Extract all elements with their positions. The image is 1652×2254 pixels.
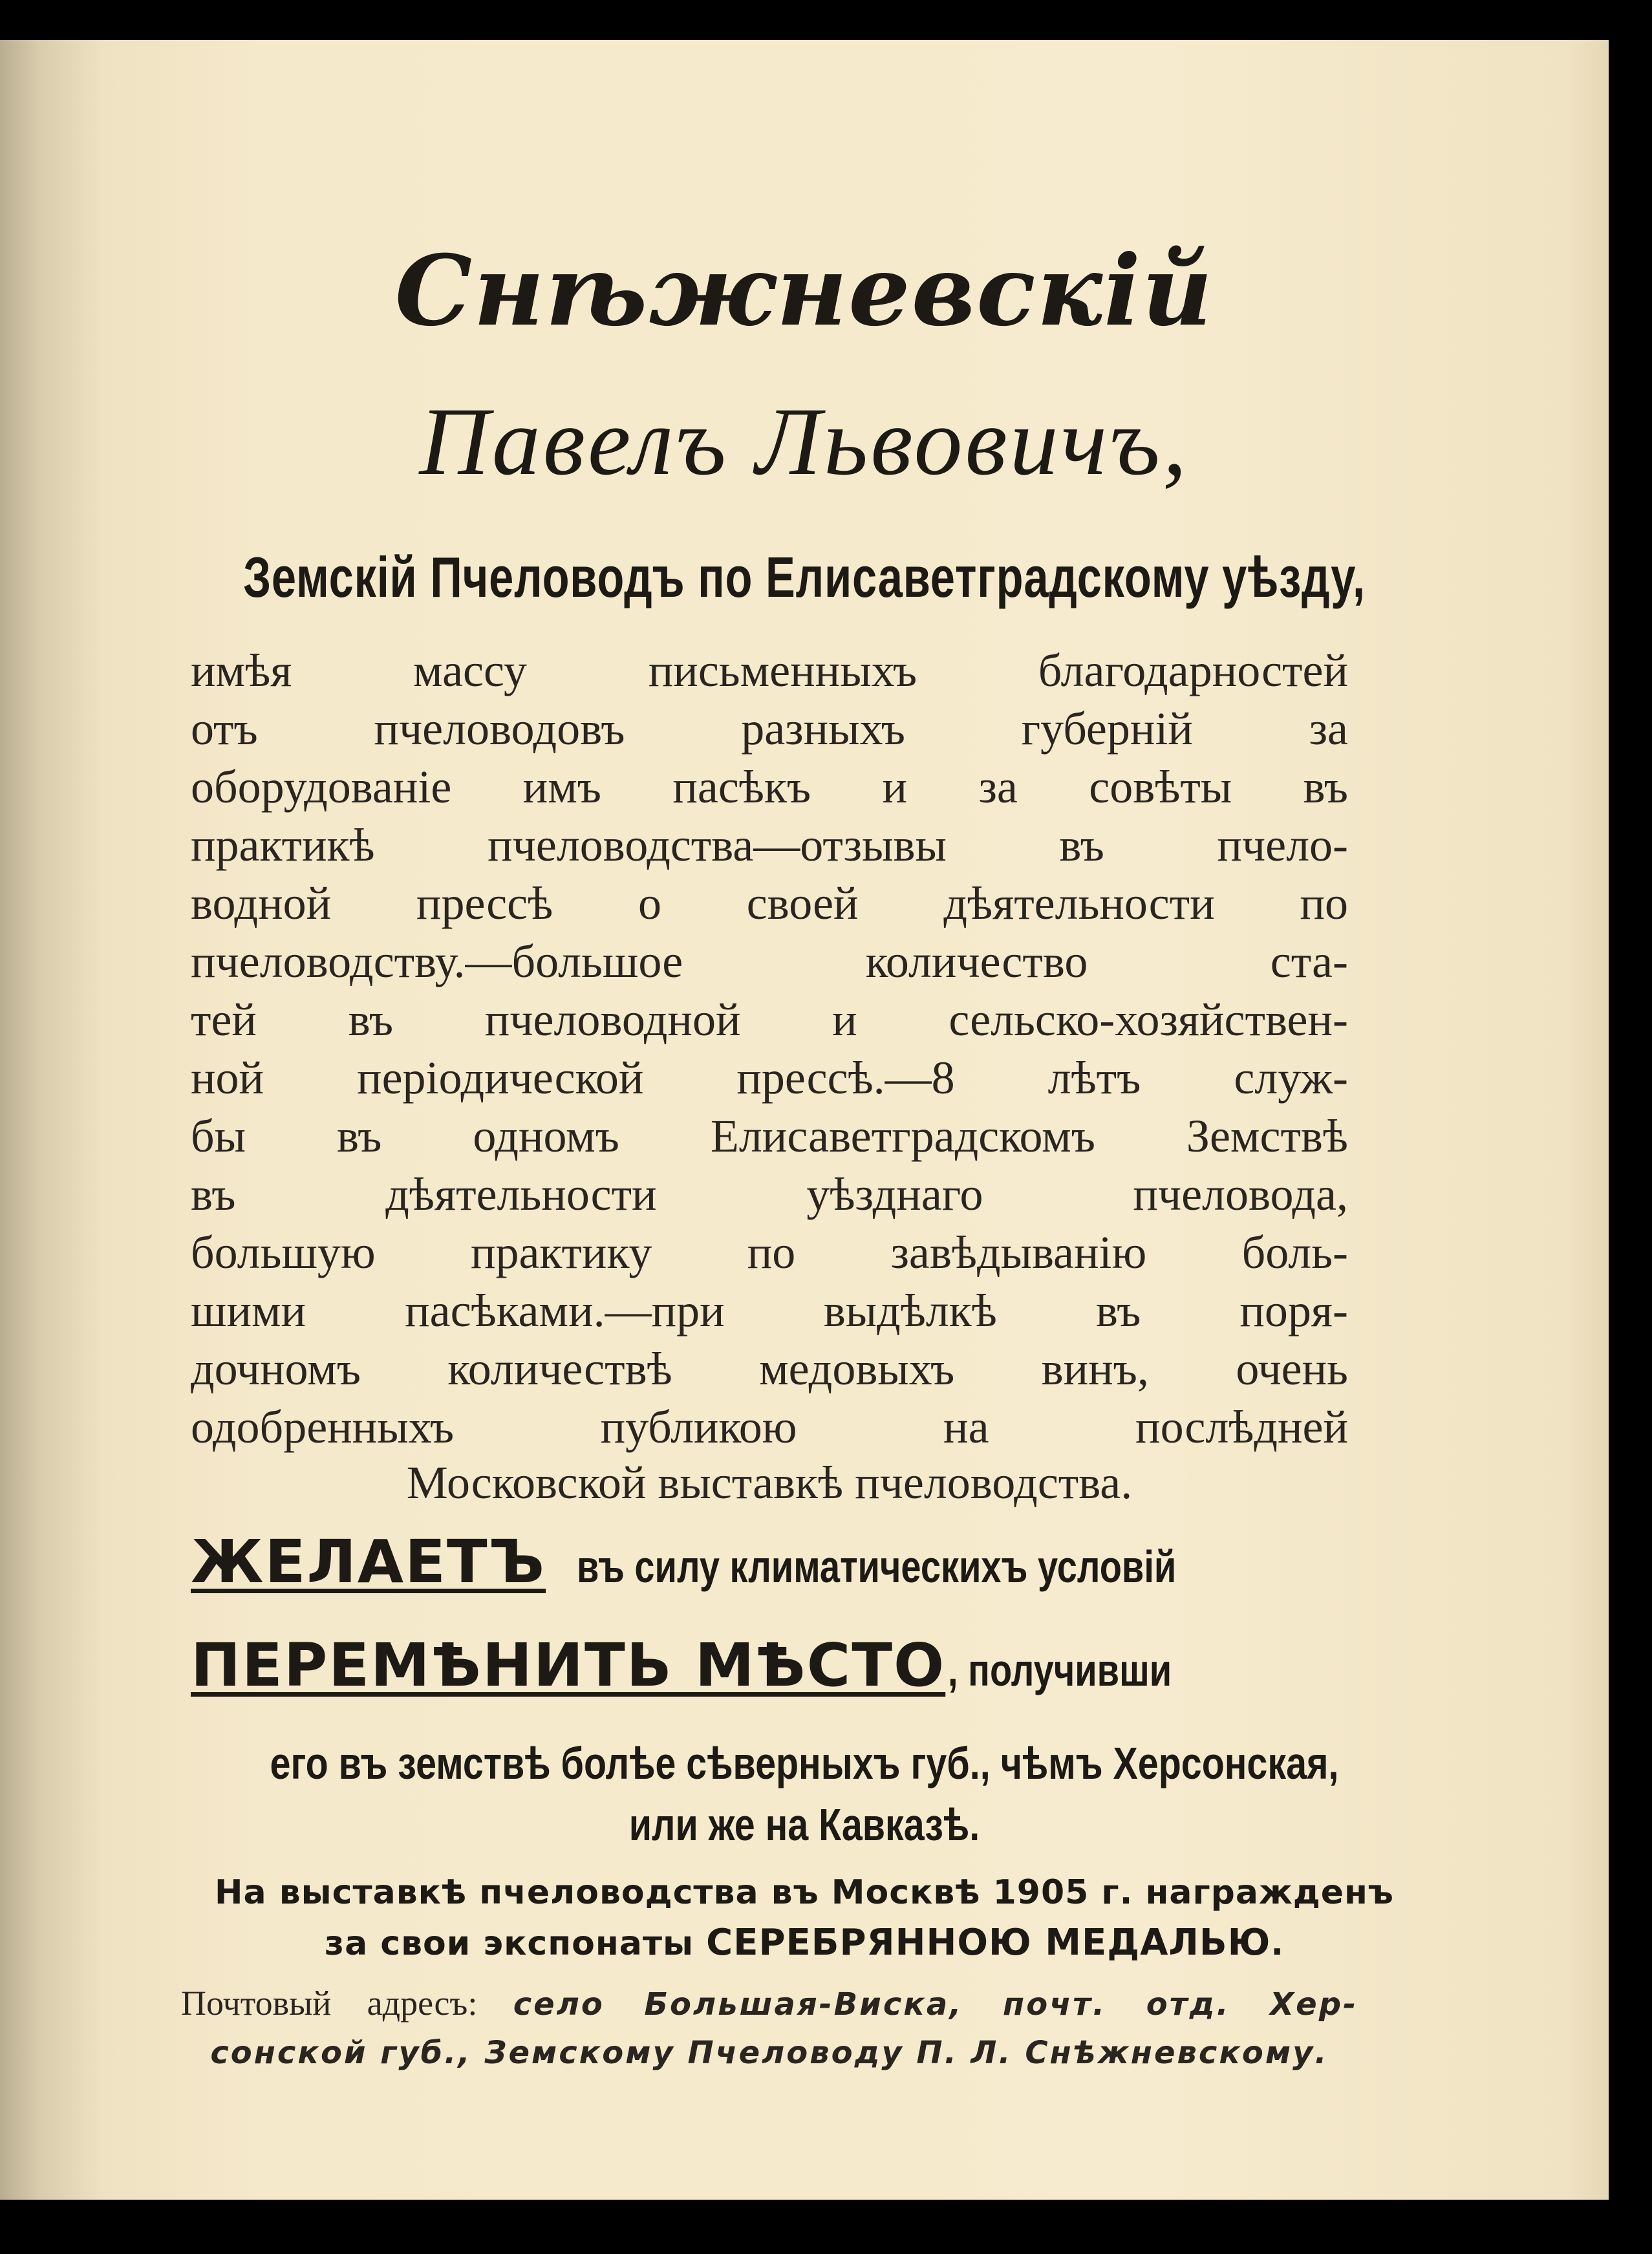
body-line-13: дочномъ количествѣ медовыхъ винъ, очень: [191, 1343, 1348, 1395]
body-line-10: въ дѣятельности уѣзднаго пчеловода,: [191, 1168, 1348, 1220]
address-value-2: сонской губ., Земскому Пчеловоду П. Л. Снѣжневскому.: [210, 2035, 1329, 2071]
body-line-4: практикѣ пчеловодства—отзывы въ пчело-: [191, 819, 1348, 871]
wish-line-2: [191, 1631, 1228, 1700]
address-value-1: село Большая-Виска, почт. отд. Хер-: [513, 1986, 1358, 2023]
wish-text-1: въ силу климатическихъ условiй: [577, 1541, 1177, 1592]
body-line-12: шими пасѣками.—при выдѣлкѣ въ поря-: [191, 1285, 1348, 1336]
wish-line-4: или же на Кавказѣ.: [628, 1799, 980, 1850]
wish-word-change-place: ПЕРЕМѢНИТЬ МѢСТО: [191, 1631, 946, 1700]
body-line-3: оборудованiе имъ пасѣкъ и за совѣты въ: [191, 761, 1348, 813]
given-names-heading: Павелъ Львовичъ,: [419, 388, 1190, 495]
wish-word-desires: ЖЕЛАЕТЪ: [191, 1527, 546, 1596]
body-line-6: пчеловодству.—большое количество ста-: [191, 936, 1348, 987]
body-line-1: имѣя массу письменныхъ благодарностей: [191, 645, 1348, 696]
address-label: Почтовый адресъ:: [181, 1984, 513, 2023]
position-title: Земскiй Пчеловодъ по Елисаветградскому уѣзду,: [243, 545, 1366, 609]
body-line-14: одобренныхъ публикою на послѣдней: [191, 1401, 1348, 1453]
wish-line-3: его въ земствѣ болѣе сѣверныхъ губ., чѣмъ Херсонская,: [270, 1738, 1339, 1788]
address-line-1: [181, 1983, 1358, 2023]
award-line-2-suffix: .: [1271, 1924, 1285, 1963]
body-line-2: отъ пчеловодовъ разныхъ губернiй за: [191, 703, 1348, 755]
body-line-15: Московской выставкѣ пчеловодства.: [406, 1457, 1133, 1508]
body-line-9: бы въ одномъ Елисаветградскомъ Земствѣ: [191, 1110, 1348, 1162]
address-line-2: [181, 2032, 1358, 2072]
wish-text-2: , получивши: [948, 1645, 1172, 1695]
surname-heading: Снѣжневскiй: [394, 234, 1214, 348]
award-line-2-prefix: за свои экспонаты: [324, 1924, 707, 1963]
award-line-2: [0, 1922, 1609, 1964]
body-line-5: водной прессѣ о своей дѣятельности по: [191, 877, 1348, 929]
body-line-7: тей въ пчеловодной и сельско-хозяйствен-: [191, 994, 1348, 1046]
wish-line-1: [191, 1527, 1326, 1596]
body-line-11: большую практику по завѣдыванiю боль-: [191, 1227, 1348, 1278]
silver-medal-text: СЕРЕБРЯННОЮ МЕДАЛЬЮ: [706, 1922, 1271, 1964]
award-line-1: На выставкѣ пчеловодства въ Москвѣ 1905 г. награжденъ: [215, 1873, 1394, 1912]
body-line-8: ной перiодической прессѣ.—8 лѣтъ служ-: [191, 1052, 1348, 1104]
paper-sheet: [0, 40, 1609, 2200]
